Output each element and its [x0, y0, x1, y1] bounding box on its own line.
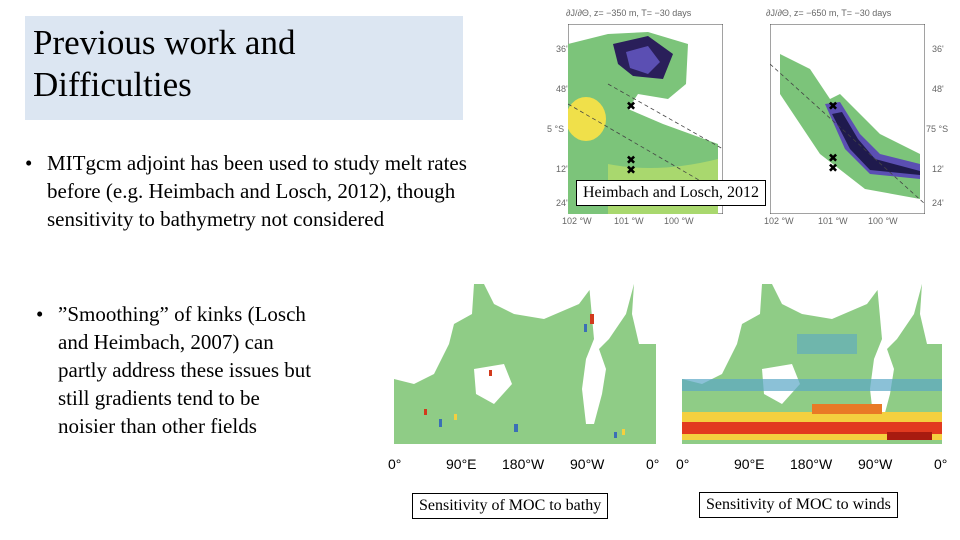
winds-lon-tick-4: 90°W — [858, 456, 893, 472]
winds-lon-tick-2: 90°E — [734, 456, 765, 472]
bathy-lon-tick-5: 0° — [646, 456, 660, 472]
right-map-panel — [770, 24, 925, 214]
right-lat-tick-4: 12' — [932, 164, 944, 174]
left-lat-tick-5: 24' — [556, 198, 568, 208]
bathy-lon-tick-2: 90°E — [446, 456, 477, 472]
land-antarctica — [682, 444, 942, 454]
bullet-2 — [36, 300, 376, 450]
bathy-lon-tick-4: 90°W — [570, 456, 605, 472]
left-lon-tick-1: 102 °W — [562, 216, 592, 226]
svg-text:✖: ✖ — [828, 99, 839, 113]
winds-lon-tick-1: 0° — [676, 456, 690, 472]
svg-text:✖: ✖ — [626, 153, 637, 167]
right-lat-tick-2: 48' — [932, 84, 944, 94]
left-lon-tick-2: 101 °W — [614, 216, 644, 226]
bullet-marker: • — [36, 302, 44, 326]
slide-title: Previous work and Difficulties — [33, 23, 296, 104]
top-figure-caption: Heimbach and Losch, 2012 — [576, 180, 766, 206]
bathy-caption: Sensitivity of MOC to bathy — [412, 493, 608, 519]
left-lon-tick-3: 100 °W — [664, 216, 694, 226]
bullet-text: ”Smoothing” of kinks (Losch and Heimbach, 2007) can partly address these issues but still gradients tend to be noisier than other fields — [58, 302, 312, 438]
bullet-text: MITgcm adjoint has been used to study melt rates before (e.g. Heimbach and Losch, 2012), though sensitivity to bathymetry not considered — [47, 151, 467, 231]
bathy-sensitivity-map — [394, 284, 656, 454]
left-lat-tick-3: 5 °S — [547, 124, 565, 134]
bullet-1 — [25, 149, 545, 239]
left-lat-tick-1: 36' — [556, 44, 568, 54]
svg-text:✖: ✖ — [626, 163, 637, 177]
svg-text:✖: ✖ — [626, 99, 637, 113]
bathy-lon-tick-1: 0° — [388, 456, 402, 472]
winds-caption: Sensitivity of MOC to winds — [699, 492, 898, 518]
right-lon-tick-3: 100 °W — [868, 216, 898, 226]
svg-text:✖: ✖ — [828, 151, 839, 165]
winds-lon-tick-3: 180°W — [790, 456, 833, 472]
land-antarctica — [394, 444, 656, 454]
title-box — [25, 16, 463, 120]
right-lon-tick-2: 101 °W — [818, 216, 848, 226]
right-lat-tick-1: 36' — [932, 44, 944, 54]
right-lon-tick-1: 102 °W — [764, 216, 794, 226]
left-panel-title: ∂J/∂Θ, z= −350 m, T= −30 days — [566, 8, 692, 18]
bullet-marker: • — [25, 151, 33, 175]
left-lat-tick-2: 48' — [556, 84, 568, 94]
winds-sensitivity-map — [682, 284, 942, 454]
svg-text:✖: ✖ — [828, 161, 839, 175]
left-lat-tick-4: 12' — [556, 164, 568, 174]
right-panel-title: ∂J/∂Θ, z= −650 m, T= −30 days — [766, 8, 892, 18]
right-lat-tick-3: 75 °S — [926, 124, 949, 134]
right-lat-tick-5: 24' — [932, 198, 944, 208]
winds-lon-tick-5: 0° — [934, 456, 948, 472]
bathy-lon-tick-3: 180°W — [502, 456, 545, 472]
